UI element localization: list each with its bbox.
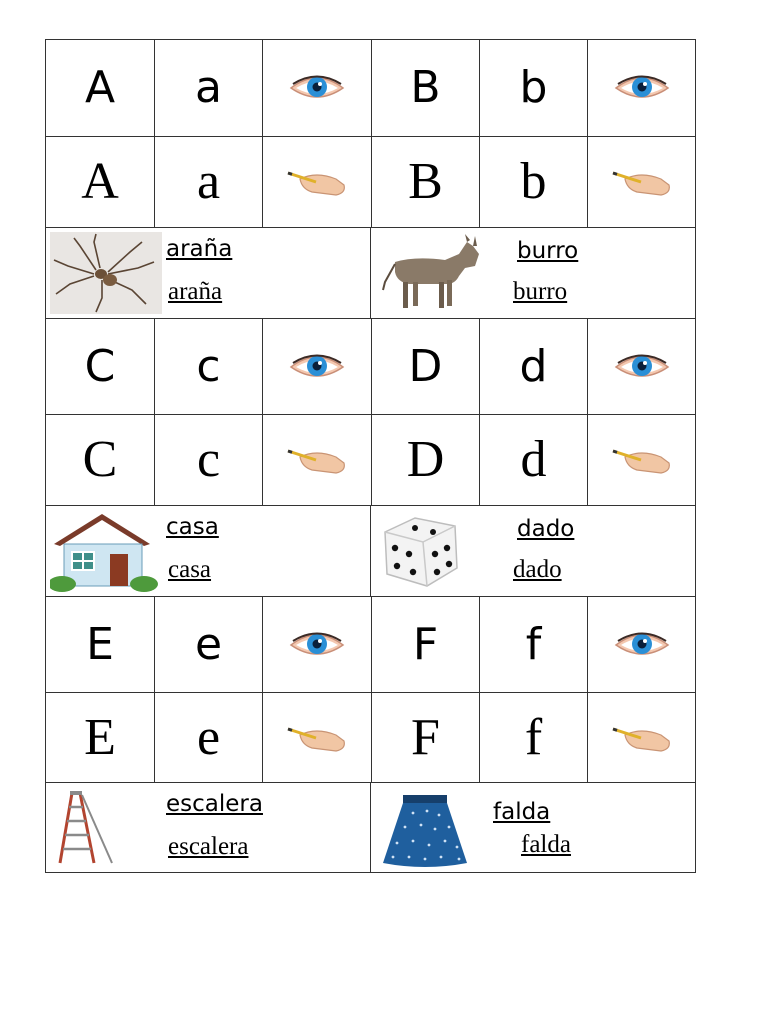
lowercase-letter: f: [525, 618, 542, 670]
uppercase-letter: E: [86, 618, 114, 670]
word-cell: [371, 227, 696, 318]
eye-icon: [613, 72, 671, 104]
print-word: araña: [166, 236, 233, 262]
cursive-word: burro: [513, 278, 568, 305]
eye-cell: [263, 596, 372, 692]
eye-icon: [288, 351, 346, 383]
lowercase-letter: e: [194, 618, 223, 670]
uppercase-letter: A: [81, 153, 119, 210]
letter-cell: [372, 596, 480, 692]
eye-cell: [588, 318, 696, 414]
eye-cell: [588, 596, 696, 692]
print-word: falda: [493, 799, 551, 825]
letter-cell: [155, 596, 263, 692]
letter-cell: [480, 596, 588, 692]
cursive-word: escalera: [168, 833, 249, 860]
ladder-icon: [50, 787, 162, 869]
letter-cell: [46, 318, 155, 414]
eye-icon: [288, 629, 346, 661]
eye-icon: [613, 351, 671, 383]
letter-cell: [155, 692, 263, 782]
uppercase-letter: F: [412, 618, 439, 670]
letter-cell: [372, 39, 480, 136]
house-icon: [50, 510, 162, 592]
letter-cell: [46, 414, 155, 505]
cursive-word: araña: [168, 278, 223, 305]
lowercase-letter: a: [195, 62, 222, 113]
eye-cell: [588, 39, 696, 136]
cursive-letters-row: [45, 692, 696, 782]
letter-cell: [46, 596, 155, 692]
lowercase-letter: b: [520, 153, 547, 210]
word-cell: [371, 782, 696, 873]
print-letters-row: [45, 39, 696, 136]
write-cell: [263, 692, 372, 782]
cursive-word: falda: [521, 831, 571, 858]
eye-cell: [263, 39, 372, 136]
letter-cell: [46, 39, 155, 136]
letter-cell: [155, 318, 263, 414]
write-cell: [588, 414, 696, 505]
word-cell: [46, 782, 371, 873]
writing-hand-icon: [611, 165, 673, 199]
print-word: escalera: [166, 791, 263, 817]
letter-cell: [480, 414, 588, 505]
spider-icon: [50, 232, 162, 314]
letter-cell: [372, 136, 480, 227]
letter-cell: [372, 414, 480, 505]
lowercase-letter: d: [519, 340, 548, 392]
writing-hand-icon: [286, 721, 348, 755]
cursive-word: casa: [168, 556, 212, 583]
print-word: burro: [517, 238, 579, 264]
write-cell: [588, 136, 696, 227]
eye-icon: [288, 72, 346, 104]
letter-cell: [480, 318, 588, 414]
letter-cell: [46, 136, 155, 227]
writing-hand-icon: [611, 721, 673, 755]
uppercase-letter: C: [82, 431, 118, 488]
lowercase-letter: c: [196, 431, 221, 488]
uppercase-letter: C: [84, 340, 116, 392]
letter-cell: [480, 136, 588, 227]
letter-cell: [155, 136, 263, 227]
uppercase-letter: D: [406, 431, 445, 488]
writing-hand-icon: [286, 443, 348, 477]
word-cell: [46, 505, 371, 596]
letter-cell: [155, 39, 263, 136]
alphabet-worksheet: [45, 39, 696, 873]
lowercase-letter: a: [196, 153, 221, 210]
letter-cell: [480, 39, 588, 136]
cursive-letters-row: [45, 414, 696, 505]
print-word: casa: [166, 514, 219, 540]
cursive-letters-row: [45, 136, 696, 227]
cursive-word: dado: [513, 556, 562, 583]
eye-icon: [613, 629, 671, 661]
words-row: [45, 505, 696, 596]
word-cell: [46, 227, 371, 318]
lowercase-letter: d: [520, 431, 547, 488]
uppercase-letter: D: [408, 340, 443, 392]
uppercase-letter: F: [411, 708, 440, 766]
uppercase-letter: B: [410, 62, 441, 113]
letter-cell: [372, 318, 480, 414]
letter-cell: [155, 414, 263, 505]
letter-cell: [46, 692, 155, 782]
dice-icon: [375, 510, 487, 592]
lowercase-letter: f: [524, 708, 543, 766]
uppercase-letter: E: [84, 708, 116, 766]
skirt-icon: [375, 787, 487, 869]
print-word: dado: [517, 516, 575, 542]
letter-cell: [372, 692, 480, 782]
lowercase-letter: b: [519, 62, 548, 113]
lowercase-letter: c: [196, 340, 221, 392]
words-row: [45, 782, 696, 873]
letter-cell: [480, 692, 588, 782]
write-cell: [263, 414, 372, 505]
donkey-icon: [375, 232, 487, 314]
write-cell: [263, 136, 372, 227]
words-row: [45, 227, 696, 318]
print-letters-row: [45, 596, 696, 692]
word-cell: [371, 505, 696, 596]
lowercase-letter: e: [196, 708, 221, 766]
eye-cell: [263, 318, 372, 414]
writing-hand-icon: [286, 165, 348, 199]
uppercase-letter: B: [408, 153, 443, 210]
print-letters-row: [45, 318, 696, 414]
uppercase-letter: A: [84, 62, 116, 113]
write-cell: [588, 692, 696, 782]
writing-hand-icon: [611, 443, 673, 477]
